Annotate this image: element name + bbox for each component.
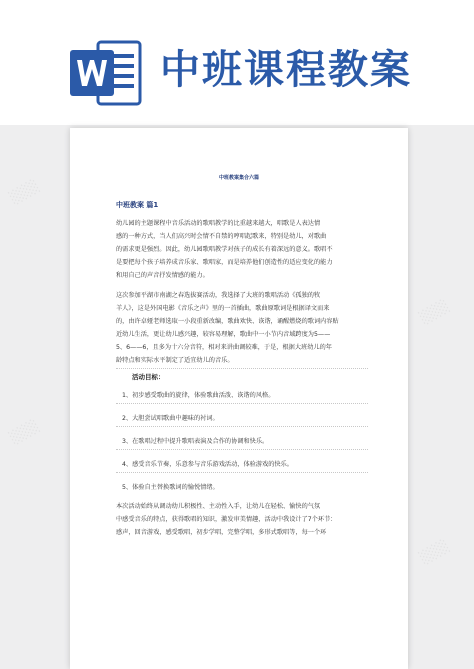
watermark-mark: ░░░ — [418, 298, 452, 327]
paragraph-line: 幼儿园的主题课程中音乐活动的歌唱教学的比重越来越大，唱歌是人表达情 — [116, 220, 321, 227]
paragraph-line: 龄特点和实际水平制定了适宜幼儿的音乐。 — [116, 357, 234, 364]
dotted-divider — [116, 403, 368, 404]
paragraph-line: 5、6——6，且多为十六分音符，相对来讲曲调较难，于是，根据大班幼儿的年 — [116, 344, 332, 351]
section-heading: 中班教案 篇1 — [116, 201, 159, 209]
watermark-mark: ░░░ — [8, 418, 42, 447]
dotted-divider — [116, 368, 368, 369]
paragraph-line: 羊人》，这是外国电影《音乐之声》里的一首插曲，歌曲原歌词是根据译文而来 — [116, 305, 330, 312]
goal-item: 2、大胆尝试唱歌曲中趣味的衬词。 — [122, 415, 219, 422]
watermark-mark: ░░░ — [8, 178, 42, 207]
watermark-mark: ░░░ — [418, 538, 452, 567]
paragraph-line: 的需求更是强烈。因此，幼儿园歌唱教学对孩子的成长有着深远的意义。歌唱不 — [116, 246, 333, 253]
goal-item: 1、初步感受歌曲的旋律，体验歌曲活泼、诙谐的风格。 — [122, 392, 275, 399]
goal-item: 4、感受音乐节奏，乐意参与音乐游戏活动，体验游戏的快乐。 — [122, 461, 293, 468]
paragraph-line: 感声，回音游戏，感受歌唱，初步学唱，完整学唱，多形式歌唱等，每一个环 — [116, 529, 327, 536]
banner-title: 中班课程教案 — [160, 47, 412, 93]
word-document-icon — [68, 38, 144, 108]
document-page — [70, 128, 408, 669]
dotted-divider — [116, 472, 368, 473]
paragraph-line: 的，由许卓娅老师选取一小段重新改编，歌曲欢快、诙谐，诵醒燃烧的歌词内容贴 — [116, 318, 339, 325]
goal-item: 3、在歌唱过程中提升歌唱表演及合作的协调和快乐。 — [122, 438, 269, 445]
dotted-divider — [116, 426, 368, 427]
paragraph-line: 和用自己的声音抒发情感的能力。 — [116, 272, 209, 279]
document-title: 中班教案集合六篇 — [218, 175, 259, 181]
goals-label: 活动目标： — [132, 373, 165, 381]
paragraph-line: 是要把每个孩子培养成音乐家、歌唱家，而是培养他们创造性的适应变化的能力 — [116, 259, 333, 266]
banner-header — [0, 0, 474, 125]
paragraph-line: 感的一种方式，当人们高兴时会情不自禁的哼唱起歌来，特别是幼儿，对歌曲 — [116, 233, 327, 240]
dotted-divider — [116, 449, 368, 450]
paragraph-line: 中感受音乐的特点，获得歌唱的知识，激发审美情趣，活动中我设计了7个环节： — [116, 516, 337, 523]
paragraph-line: 本次活动始终从调动幼儿积极性、主动性入手，让幼儿在轻松、愉快的气氛 — [116, 503, 321, 510]
paragraph-line: 这次参加平湖市南湖之春选拔赛活动，我选择了大班的歌唱活动《孤独的牧 — [116, 292, 321, 299]
paragraph-line: 近幼儿生活，更让幼儿感兴趣，较容易理解，歌曲中一小节内音域跨度为5—— — [116, 331, 331, 338]
goal-item: 5、体验自主替换歌词的愉悦情绪。 — [122, 484, 219, 491]
